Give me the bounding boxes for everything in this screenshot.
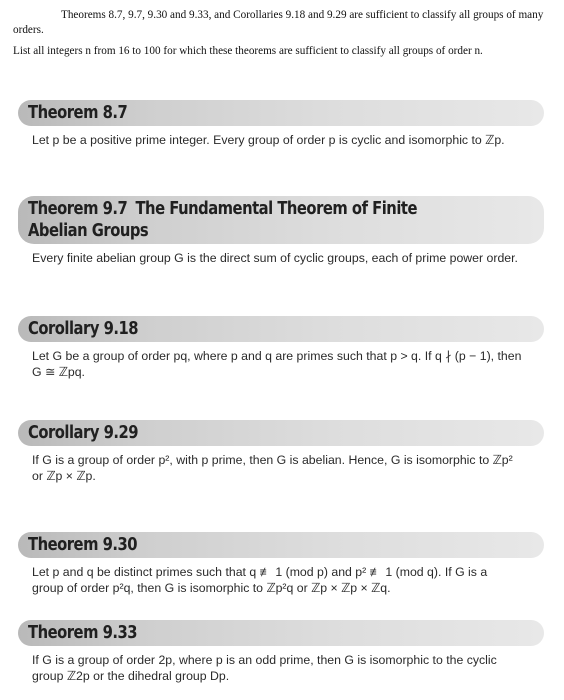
- theorem-title: Corollary 9.29: [28, 422, 139, 443]
- intro-paragraph-2: List all integers n from 16 to 100 for which these theorems are sufficient to classify all groups of order n.: [13, 45, 483, 57]
- theorem-9-33: [18, 620, 544, 684]
- theorem-text: Let G be a group of order pq, where p and q are primes such that p > q. If q ∤ (p − 1), then G ≅ ℤpq.: [32, 349, 522, 379]
- theorem-text: If G is a group of order 2p, where p is an odd prime, then G is isomorphic to the cyclic group ℤ2p or the dihedral group Dp.: [32, 653, 497, 683]
- theorem-banner: [18, 620, 544, 646]
- theorem-title-sub: The Fundamental Theorem of Finite: [135, 198, 417, 219]
- theorem-banner: [18, 100, 544, 126]
- theorem-title: Corollary 9.18: [28, 318, 139, 339]
- theorem-8-7: [18, 100, 544, 148]
- theorem-title: [28, 198, 417, 242]
- theorem-title: Theorem 9.30: [28, 534, 138, 555]
- theorem-9-30: [18, 532, 544, 596]
- theorem-title-label: Theorem 9.7: [28, 198, 128, 219]
- theorem-title-line2: Abelian Groups: [28, 220, 149, 241]
- theorem-9-7: [18, 196, 544, 266]
- theorem-title: Theorem 8.7: [28, 102, 128, 123]
- theorem-banner: [18, 420, 544, 446]
- theorem-text: If G is a group of order p², with p prime, then G is abelian. Hence, G is isomorphic to ℤp² or ℤp × ℤp.: [32, 453, 513, 483]
- corollary-9-18: [18, 316, 544, 380]
- theorem-banner: [18, 532, 544, 558]
- theorem-text: Let p and q be distinct primes such that q ≢ 1 (mod p) and p² ≢ 1 (mod q). If G is a group of order p²q, then G is isomorphic to ℤp²q or ℤp × ℤp × ℤq.: [32, 565, 488, 595]
- theorem-banner: [18, 196, 544, 244]
- intro: [13, 8, 551, 59]
- theorem-title: Theorem 9.33: [28, 622, 138, 643]
- theorem-banner: [18, 316, 544, 342]
- intro-paragraph-1: Theorems 8.7, 9.7, 9.30 and 9.33, and Corollaries 9.18 and 9.29 are sufficient to classify all groups of many orders.: [13, 9, 544, 36]
- theorem-text: Every finite abelian group G is the direct sum of cyclic groups, each of prime power order.: [32, 251, 518, 265]
- corollary-9-29: [18, 420, 544, 484]
- theorem-text: Let p be a positive prime integer. Every group of order p is cyclic and isomorphic to ℤp.: [32, 133, 505, 147]
